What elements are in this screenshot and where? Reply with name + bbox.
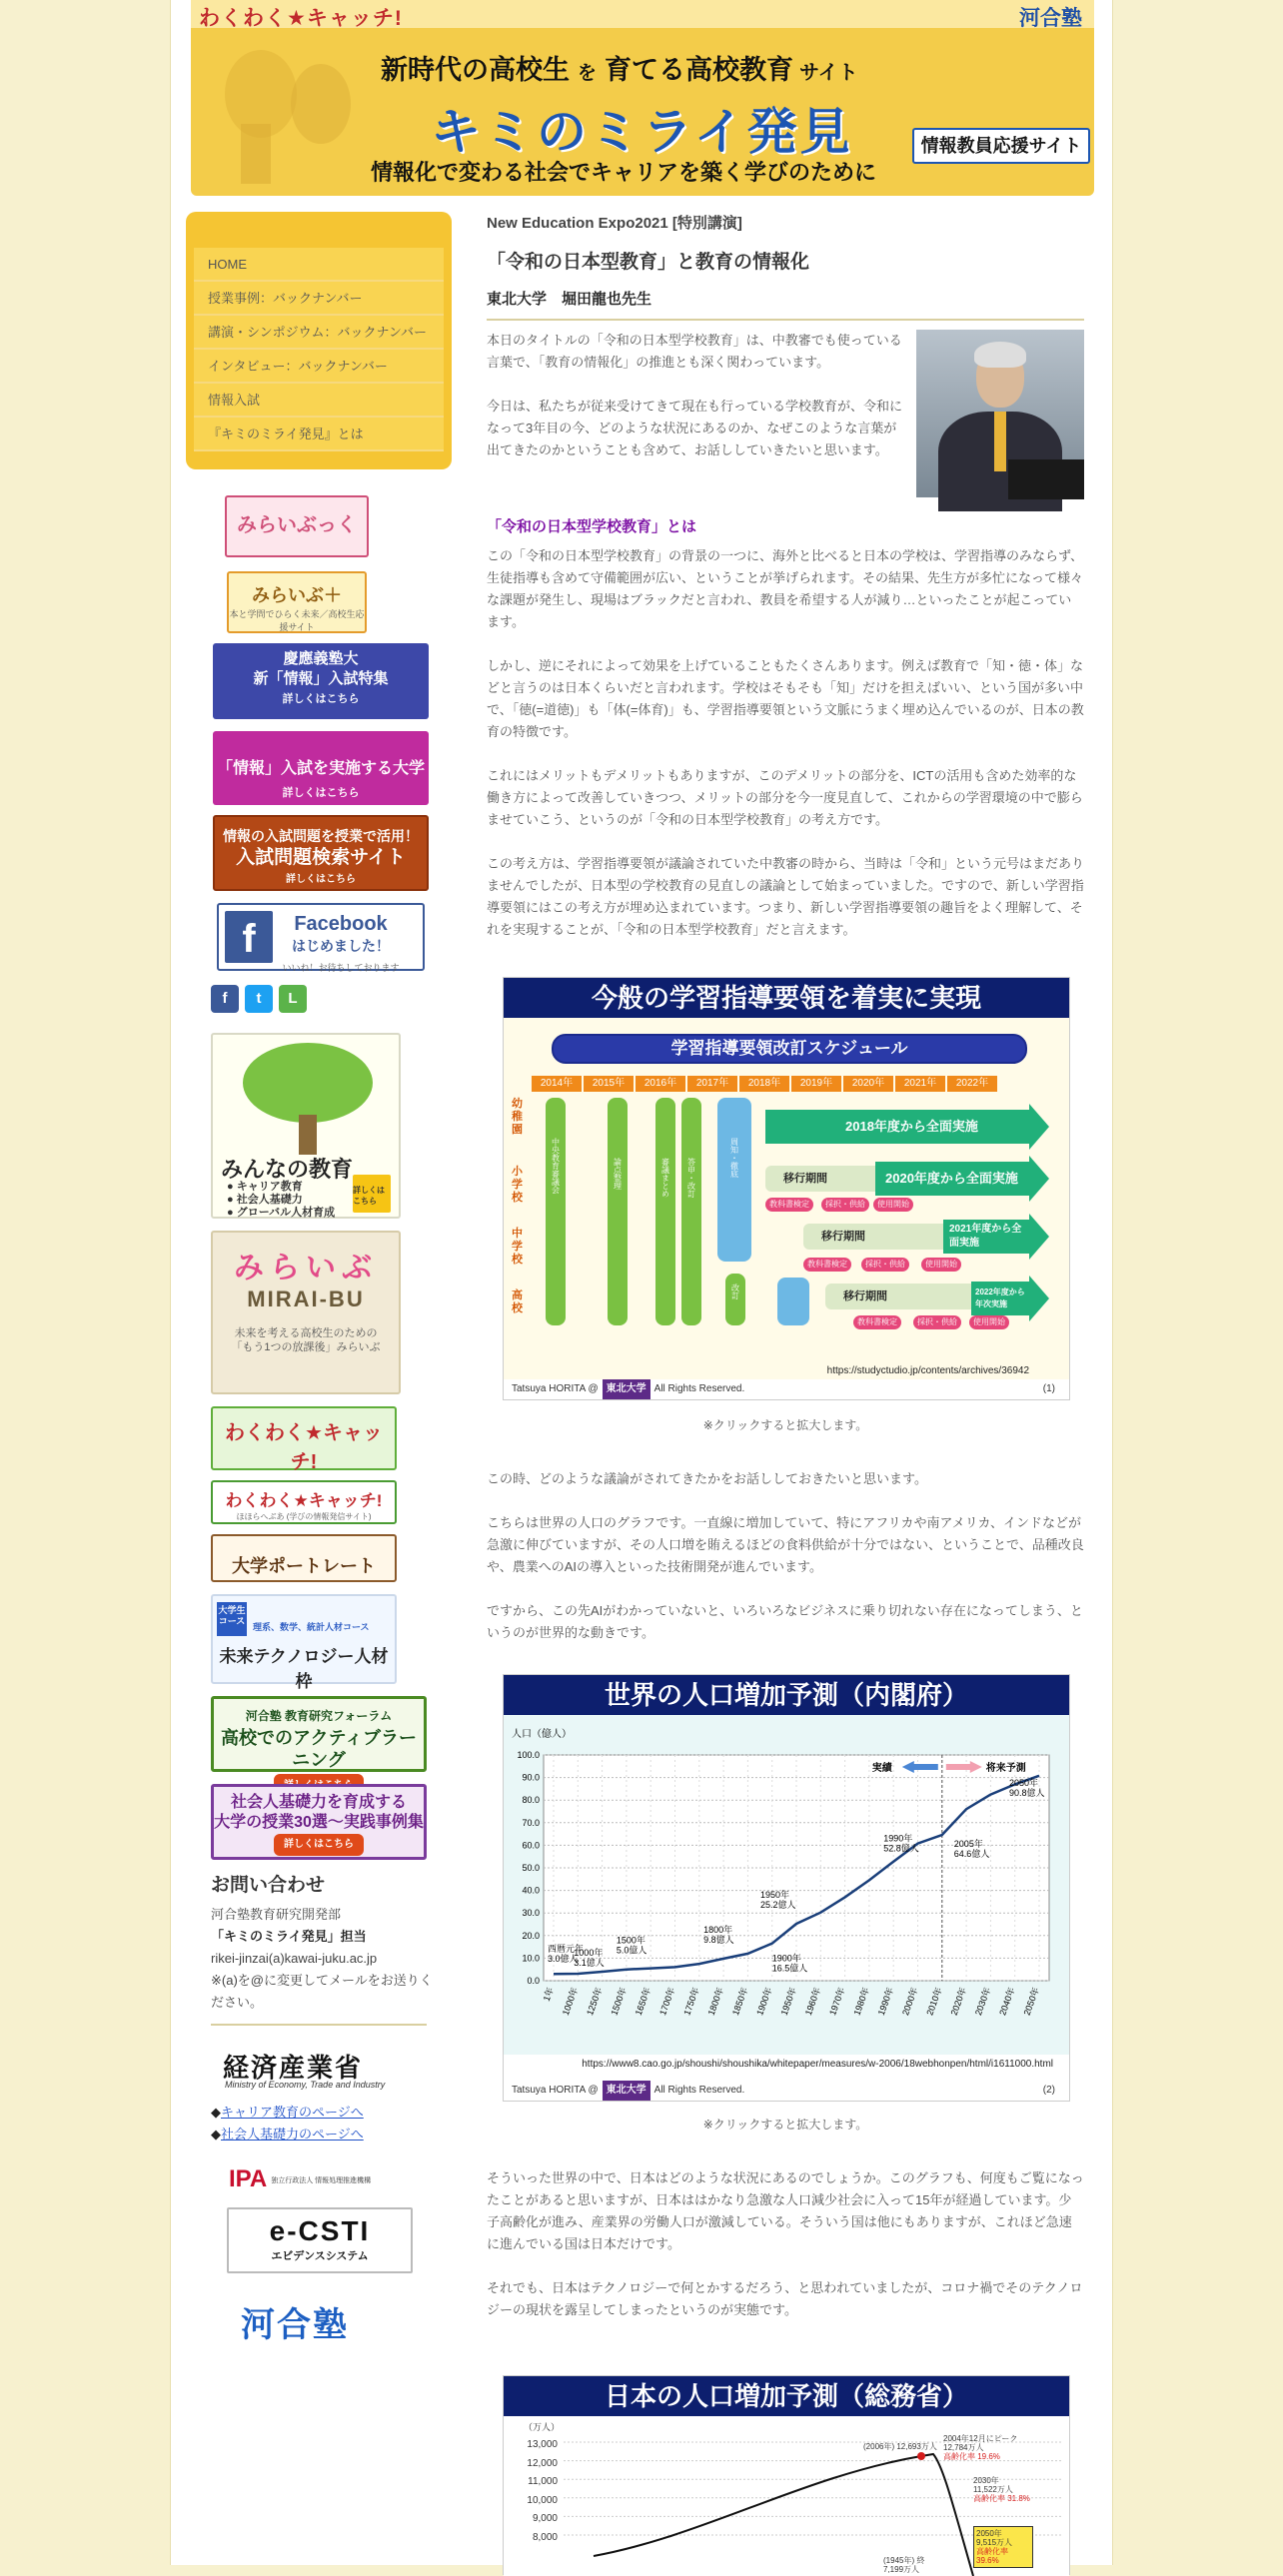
exam-search-banner[interactable] [213, 815, 429, 891]
y-tick: 13,000 [527, 2439, 558, 2450]
x-tick-label: 1850年 [729, 1986, 750, 2017]
paragraph: この考え方は、学習指導要領が議論されていた中教審の時から、当時は「令和」という元号はまだありませんでしたが、日本型の学校教育の見直しの議論として始まっていました。ですので、新しい学習指導要領にはこの考え方が埋め込まれています。つまり、新しい学習指導要領の趣旨をよく理解して、それを実現することが、「令和の日本型学校教育」だと言えます。 [487, 856, 1085, 937]
section2-body [487, 1468, 1084, 1644]
figure-caption: ※クリックすると拡大します。 [702, 2118, 868, 2132]
x-tick-label: 1970年 [827, 1986, 847, 2017]
tagline-suffix: サイト [799, 62, 858, 84]
contact-note: ※(a)を@に変更してメールをお送りください。 [211, 1973, 433, 2010]
legend-forecast: 将来予測 [985, 1763, 1026, 1774]
pillar-label: 改訂 [730, 1284, 740, 1299]
unit-label: （万人） [524, 2422, 561, 2432]
pillar-council [546, 1098, 566, 1325]
year-label: 2016年 [636, 1076, 685, 1092]
active-learning-line2: 高校でのアクティブラーニング [220, 1728, 418, 1770]
page [170, 0, 1113, 2574]
pillar-notify [717, 1098, 751, 1262]
annotation-2030 [973, 2476, 1030, 2503]
mirai-bu-plus-banner[interactable] [227, 571, 367, 633]
ipa-logo[interactable] [229, 2165, 371, 2193]
y-axis-label: 人口（億人） [512, 1729, 572, 1740]
step-tag: 教科書検定 [853, 1315, 901, 1329]
y-tick: 9,000 [532, 2513, 558, 2525]
schedule-figure[interactable] [503, 977, 1070, 1400]
x-tick-label: 1960年 [802, 1986, 823, 2017]
x-tick-label: 1900年 [754, 1986, 774, 2017]
step-tag: 使用開始 [921, 1258, 961, 1272]
site-subtitle: 情報化で変わる社会でキャリアを築く学びのために [371, 160, 877, 185]
y-tick: 11,000 [528, 2476, 558, 2488]
pillar-notify-highschool [777, 1278, 809, 1325]
x-tick-label: 1700年 [657, 1986, 677, 2017]
annotation-2050 [973, 2526, 1033, 2568]
figure-number: (2) [1042, 2085, 1055, 2096]
y-tick-label: 50.0 [522, 1863, 540, 1873]
speaker-photo [916, 330, 1084, 497]
exam-search-line2: 入試問題検索サイト [236, 847, 406, 868]
annotation-1945 [883, 2556, 924, 2574]
annotation-peak [943, 2434, 1017, 2461]
paragraph: ですから、この先AIがわかっていないと、いろいろなビジネスに乗り切れない存在になってしまう、というのが世界的な動きです。 [487, 1603, 1083, 1640]
meti-logo-en: Ministry of Economy, Trade and Industry [225, 2080, 386, 2090]
mirai-book-banner[interactable] [225, 495, 369, 557]
ecsti-name: e-CSTI [269, 2215, 371, 2246]
credit-author: Tatsuya HORITA @ [512, 2085, 599, 2096]
facebook-sub: はじめました！ [292, 938, 390, 954]
society-skill-line2: 大学の授業30選〜実践事例集 [214, 1814, 424, 1831]
ipa-name: IPA [229, 2165, 268, 2192]
wakuwaku-small-banner[interactable] [211, 1480, 397, 1524]
y-tick-label: 60.0 [522, 1840, 540, 1851]
keio-line2: 新「情報」入試特集 [253, 670, 389, 687]
row-label: 小学校 [512, 1166, 523, 1204]
info-exam-univ-banner[interactable] [213, 731, 429, 805]
intro-text [487, 330, 902, 461]
x-tick-label: 2020年 [948, 1986, 968, 2017]
x-tick-label: 2030年 [972, 1986, 993, 2017]
miraibu-desc-1: 未来を考える高校生のための [234, 1327, 378, 1339]
annotation-text: 2004年12月にピーク [943, 2434, 1018, 2443]
ipa-sub: 独立行政法人 情報処理推進機構 [271, 2176, 372, 2184]
tohoku-logo: 東北大学 [603, 2081, 650, 2101]
contact-owner: 「キミのミライ発見」担当 [211, 1929, 367, 1944]
miraibu-en: MIRAI-BU [247, 1287, 365, 1311]
section-heading: 「令和の日本型学校教育」とは [487, 518, 697, 535]
nav-item-lectures[interactable]: 講演・シンポジウム：バックナンバー [194, 316, 444, 350]
article [487, 212, 1085, 2574]
info-exam-univ-label: 「情報」入試を実施する大学 [216, 760, 425, 777]
y-tick-label: 40.0 [522, 1885, 540, 1896]
paragraph: この時、どのような議論がされてきたかをお話ししておきたいと思います。 [487, 1471, 927, 1486]
arrow-high-school: 2022年度から年次実施 [971, 1282, 1029, 1315]
miraibu-banner[interactable] [211, 1231, 401, 1394]
photo-podium [1008, 459, 1084, 499]
contact-email[interactable]: rikei-jinzai(a)kawai-juku.ac.jp [211, 1951, 378, 1966]
annotation-text: 12,784万人 [943, 2443, 984, 2452]
section1-body [487, 545, 1084, 941]
header-tagline [381, 48, 858, 87]
pillar-label: 論点整理 [613, 1158, 623, 1190]
pillar-report [681, 1098, 701, 1325]
data-annotation: 1950年 25.2億人 [760, 1890, 796, 1911]
x-tick-label: 1250年 [585, 1986, 605, 2017]
mirai-bu-plus-sub: 本と学問でひらく未来／高校生応援サイト [229, 609, 365, 632]
society-skill-line1: 社会人基礎力を育成する [230, 1794, 407, 1811]
paragraph: しかし、逆にそれによって効果を上げていることもたくさんあります。例えば教育で「知・徳・体」などと言うのは日本くらいだと言われます。学校はそもそも「知」だけを担えばいい、という国が多い中で、「徳(=道徳)」も「体(=体育)」も、学習指導要領という文脈にうまく埋め込んでいるのが、日本の教育の特徴です。 [487, 658, 1084, 739]
credit-rights: All Rights Reserved. [653, 1383, 745, 1394]
y-tick: 12,000 [527, 2457, 558, 2469]
tree-illustration [243, 1043, 373, 1123]
x-tick-label: 2040年 [997, 1986, 1017, 2017]
schedule-subtitle: 学習指導要領改訂スケジュール [552, 1034, 1027, 1064]
x-tick-label: 1650年 [633, 1986, 653, 2017]
keio-line1: 慶應義塾大 [283, 650, 359, 667]
section3-body [487, 2167, 1084, 2321]
tagline-particle: を [578, 63, 598, 84]
future-tech-banner[interactable] [211, 1594, 397, 1691]
photo-hair [974, 342, 1026, 368]
x-tick-label: 1年 [541, 1986, 556, 2003]
annotation-text: (2006年) 12,693万人 [863, 2442, 937, 2451]
figure-footer [504, 1379, 1069, 1399]
society-skill-banner[interactable] [211, 1784, 427, 1860]
x-tick-label: 2000年 [900, 1986, 920, 2017]
annotation-text: (1945年) 終 [883, 2556, 925, 2565]
teacher-support-button[interactable]: 情報教員応援サイト [912, 128, 1090, 164]
step-tag: 使用開始 [873, 1198, 913, 1212]
minna-item-label: グローバル人材育成 [236, 1207, 336, 1219]
sidebar-nav [186, 212, 452, 469]
data-annotation: 2050年 90.8億人 [1009, 1777, 1045, 1798]
future-tech-sub: 理系、数学、統計人材コース [253, 1622, 370, 1632]
pillar-points [608, 1098, 628, 1325]
x-tick-label: 1950年 [778, 1986, 798, 2017]
figure-title: 日本の人口増加予測（総務省） [504, 2376, 1069, 2416]
wakuwaku-small-title: わくわく★キャッチ! [225, 1491, 383, 1510]
step-tag: 使用開始 [969, 1315, 1009, 1329]
kawaijuku-footer-logo[interactable]: 河合塾 [241, 2306, 349, 2344]
wakuwaku-logo[interactable]: わくわく★キャッチ! [199, 7, 403, 30]
wakuwaku-title: わくわく★キャッチ! [225, 1422, 383, 1473]
step-tag: 教科書検定 [765, 1198, 813, 1212]
bullet: ◆ [211, 2105, 221, 2120]
transition-period: 移行期間 [825, 1284, 971, 1309]
facebook-title: Facebook [294, 913, 388, 935]
event-label: New Education Expo2021 [特別講演] [487, 215, 742, 232]
x-tick-label: 1750年 [681, 1986, 701, 2017]
credit-rights: All Rights Reserved. [653, 2085, 745, 2096]
silhouette-decoration [201, 34, 371, 194]
pillar-label: 審議まとめ [660, 1158, 670, 1198]
x-tick-label: 1000年 [560, 1986, 581, 2017]
pillar-label: 周知・徹底 [729, 1138, 739, 1178]
exam-search-line1: 情報の入試問題を授業で活用！ [223, 828, 419, 844]
row-label: 幼稚園 [512, 1098, 523, 1136]
pillar-summary [655, 1098, 675, 1325]
article-title: 「令和の日本型教育」と教育の情報化 [487, 252, 810, 273]
society-skill-more: 詳しくはこちら [274, 1834, 364, 1856]
minna-item: ● 社会人基礎力 [227, 1194, 303, 1206]
y-tick-label: 80.0 [522, 1795, 540, 1806]
year-label: 2022年 [947, 1076, 997, 1092]
miraibu-title: みらいぶ [234, 1252, 378, 1285]
data-annotation: 1800年 9.8億人 [703, 1924, 734, 1945]
y-tick-label: 0.0 [527, 1976, 540, 1986]
year-label: 2015年 [584, 1076, 634, 1092]
step-tag: 採択・供給 [913, 1315, 961, 1329]
wakuwaku-banner[interactable] [211, 1406, 397, 1473]
kawaijuku-logo[interactable]: 河合塾 [1019, 7, 1082, 30]
paragraph: そういった世界の中で、日本はどのような状況にあるのでしょうか。このグラフも、何度もご覧になったことがあると思いますが、日本ははかなり急激な人口減少社会に入って15年が経過しています。少子高齢化が進み、産業界の労働人口が激減している。そういう国は他にもありますが、これほど急速に進んでいる国は日本だけです。 [487, 2170, 1084, 2251]
figure-title: 世界の人口増加予測（内閣府） [504, 1675, 1069, 1715]
paragraph: これにはメリットもデメリットもありますが、このデメリットの部分を、ICTの活用も含めた効率的な働き方によって改善していきつつ、メリットの部分を今一度見直して、これからの学習環境の中で膨らませていこう、というのが「令和の日本型学校教育」の考え方です。 [487, 768, 1083, 827]
paragraph: こちらは世界の人口のグラフです。一直線に増加していて、特にアフリカや南アメリカ、インドなどが急激に伸びていますが、その人口増を賄えるほどの食料供給が十分ではない、ということで、品種改良や、農業へのAIの導入といった技術開発が進んでいます。 [487, 1515, 1084, 1574]
paragraph: 今日は、私たちが従来受けてきて現在も行っている学校教育が、令和になって3年目の今、どのような状況にあるのか、なぜこのような言葉が出てきたのかということも含めて、お話ししていきたいと思います。 [487, 399, 903, 457]
divider [211, 2024, 427, 2026]
ecsti-sub: エビデンスシステム [271, 2250, 369, 2262]
y-tick-label: 30.0 [522, 1908, 540, 1919]
year-label: 2019年 [791, 1076, 841, 1092]
mirai-book-label: みらいぶっく [237, 514, 357, 536]
peak-marker [917, 2452, 925, 2460]
tree-trunk [299, 1115, 317, 1155]
arrow-junior-high: 2021年度から全面実施 [943, 1220, 1029, 1254]
pillar-revise [725, 1274, 745, 1325]
data-annotation: 1990年 52.8億人 [883, 1833, 919, 1854]
legend-actual: 実績 [871, 1763, 892, 1774]
facebook-note: いいね！お待ちしております [282, 963, 400, 973]
meti-skill-link-row [211, 2124, 364, 2143]
year-label: 2020年 [843, 1076, 893, 1092]
step-tag: 教科書検定 [803, 1258, 851, 1272]
figure-number: (1) [1042, 1383, 1055, 1394]
year-label: 2017年 [687, 1076, 737, 1092]
annotation-text: 7,199万人 [883, 2565, 920, 2574]
tagline-part-a: 新時代の高校生 [381, 55, 570, 85]
annotation-text: 高齢化率 39.6% [976, 2547, 1008, 2565]
transition-period: 移行期間 [803, 1224, 943, 1250]
minna-list [227, 1181, 335, 1220]
mirai-bu-plus-label: みらいぶ＋ [252, 585, 342, 605]
world-population-figure[interactable] [503, 1674, 1070, 2102]
exam-search-more: 詳しくはこちら [286, 874, 356, 885]
year-label: 2018年 [739, 1076, 789, 1092]
data-annotation: 2005年 64.6億人 [953, 1839, 990, 1860]
annotation-text: 高齢化率 19.6% [943, 2452, 1000, 2461]
y-tick-label: 70.0 [522, 1817, 540, 1828]
minna-item-label: キャリア教育 [236, 1181, 303, 1193]
y-tick-label: 10.0 [522, 1953, 540, 1964]
population-chart [504, 1715, 1069, 2055]
future-tech-label: 未来テクノロジー人材枠 [219, 1647, 389, 1691]
meti-skill-link[interactable]: 社会人基礎力のページへ [221, 2127, 364, 2142]
active-learning-banner[interactable] [211, 1696, 427, 1772]
article-author: 東北大学 堀田龍也先生 [487, 288, 1084, 321]
japan-population-figure[interactable] [503, 2375, 1070, 2575]
y-tick-list [518, 2436, 558, 2548]
y-tick-label: 20.0 [522, 1930, 540, 1941]
nav-item-home[interactable]: HOME [194, 248, 444, 282]
facebook-share-icon[interactable]: f [211, 985, 239, 1013]
annotation-text: 9,515万人 [976, 2538, 1013, 2547]
info-exam-univ-more: 詳しくはこちら [282, 787, 360, 799]
contact-info [211, 1904, 435, 2014]
data-annotation: 1500年 5.0億人 [616, 1935, 647, 1956]
contact-title: お問い合わせ [211, 1875, 326, 1896]
x-tick-label: 1500年 [609, 1986, 629, 2017]
univ-portrait-label: 大学ポートレート [232, 1556, 376, 1576]
facebook-banner[interactable] [217, 903, 425, 971]
x-tick-label: 1990年 [875, 1986, 896, 2017]
meti-career-link-row [211, 2102, 364, 2121]
site-title[interactable]: キミのミライ発見 [431, 104, 853, 160]
arrow-elementary: 2020年度から全面実施 [875, 1162, 1029, 1196]
transition-period: 移行期間 [765, 1166, 875, 1192]
facebook-icon: f [225, 911, 273, 963]
active-learning-line1: 河合塾 教育研究フォーラム [245, 1709, 393, 1723]
figure-caption: ※クリックすると拡大します。 [702, 1418, 868, 1432]
step-tag: 採択・供給 [861, 1258, 909, 1272]
keio-more: 詳しくはこちら [282, 693, 360, 705]
row-label: 高校 [512, 1289, 523, 1314]
pillar-label: 中央教育審議会 [551, 1138, 561, 1194]
bullet: ◆ [211, 2127, 221, 2142]
future-tech-tag: 大学生コース [217, 1602, 247, 1636]
year-label: 2021年 [895, 1076, 945, 1092]
miraibu-desc-2: 「もう1つの放課後」みらいぶ [231, 1341, 381, 1353]
ecsti-logo[interactable] [227, 2207, 413, 2273]
contact-org: 河合塾教育研究開発部 [211, 1907, 342, 1922]
intro [487, 330, 1084, 461]
meti-logo[interactable]: 経済産業省 [223, 2053, 364, 2083]
annotation-text: 11,522万人 [973, 2485, 1013, 2494]
credit-author: Tatsuya HORITA @ [512, 1383, 599, 1394]
paragraph: 本日のタイトルの「令和の日本型学校教育」は、中教審でも使っている言葉で、「教育の情報化」の推進とも深く関わっています。 [487, 333, 902, 370]
annotation-text: 2030年 [973, 2476, 999, 2485]
minna-title: みんなの教育 [221, 1157, 354, 1182]
keio-exam-banner[interactable] [213, 643, 429, 719]
paragraph: それでも、日本はテクノロジーで何とかするだろう、と思われていましたが、コロナ禍でそのテクノロジーの現状を露呈してしまったというのが実態です。 [487, 2280, 1083, 2317]
univ-portrait-banner[interactable] [211, 1534, 397, 1582]
x-tick-label: 1980年 [851, 1986, 871, 2017]
meti-career-link[interactable]: キャリア教育のページへ [221, 2105, 364, 2120]
data-annotation: 1000年 3.1億人 [574, 1947, 605, 1968]
step-tag: 採択・供給 [821, 1198, 869, 1212]
minna-item: ● グローバル人材育成 [227, 1207, 336, 1219]
y-tick-label: 90.0 [522, 1772, 540, 1783]
line-share-icon[interactable]: L [279, 985, 307, 1013]
figure-title: 今般の学習指導要領を着実に実現 [504, 978, 1069, 1018]
y-tick: 8,000 [532, 2531, 558, 2543]
paragraph: この「令和の日本型学校教育」の背景の一つに、海外と比べると日本の学校は、学習指導のみならず、生徒指導も含めて守備範囲が広い、ということが挙げられます。その結果、先生方が多忙になって様々な課題が発生し、現場はブラックだと言われ、教員を希望する人が減り…といったことが起こっています。 [487, 548, 1083, 629]
tagline-part-b: 育てる高校教育 [605, 55, 794, 85]
tohoku-logo: 東北大学 [603, 1379, 650, 1399]
data-annotation: 西暦元年 3.0億人 [548, 1944, 585, 1965]
row-label: 中学校 [512, 1228, 523, 1266]
annotation-2006 [863, 2442, 937, 2451]
minna-item-label: 社会人基礎力 [236, 1194, 303, 1206]
pillar-label: 答申・改訂 [686, 1158, 696, 1198]
x-tick-label: 2050年 [1021, 1986, 1041, 2017]
twitter-share-icon[interactable]: t [245, 985, 273, 1013]
nav-item-lessons[interactable]: 授業事例：バックナンバー [194, 282, 444, 316]
minna-more: 詳しくはこちら [353, 1175, 391, 1213]
wakuwaku-small-sub: ほほらへぶあ (学びの情報発信サイト) [236, 1512, 372, 1521]
figure-footer [504, 2081, 1069, 2101]
figure-source-url: https://studyctudio.jp/contents/archives/36942 [826, 1365, 1029, 1376]
year-label: 2014年 [532, 1076, 582, 1092]
y-tick-label: 100.0 [517, 1750, 540, 1760]
nav-item-interviews[interactable]: インタビュー：バックナンバー [194, 350, 444, 384]
x-tick-label: 1800年 [705, 1986, 725, 2017]
data-annotation: 1900年 16.5億人 [771, 1953, 808, 1974]
site-header[interactable] [191, 0, 1094, 196]
y-tick: 10,000 [527, 2494, 558, 2506]
figure-source-url: https://www8.cao.go.jp/shoushi/shoushika/whitepaper/measures/w-2006/18webhonpen/html/i1611000.html [582, 2059, 1053, 2070]
x-tick-label: 2010年 [924, 1986, 944, 2017]
minna-kyouiku-banner[interactable] [211, 1033, 401, 1219]
arrow-kindergarten: 2018年度から全面実施 [765, 1110, 1029, 1144]
nav-item-about[interactable]: 『キミのミライ発見』とは [194, 418, 444, 451]
photo-tie [994, 412, 1006, 471]
annotation-text: 2050年 [976, 2529, 1002, 2538]
annotation-text: 高齢化率 31.8% [973, 2494, 1030, 2503]
minna-item: ● キャリア教育 [227, 1181, 303, 1193]
nav-item-info-exam[interactable]: 情報入試 [194, 384, 444, 418]
